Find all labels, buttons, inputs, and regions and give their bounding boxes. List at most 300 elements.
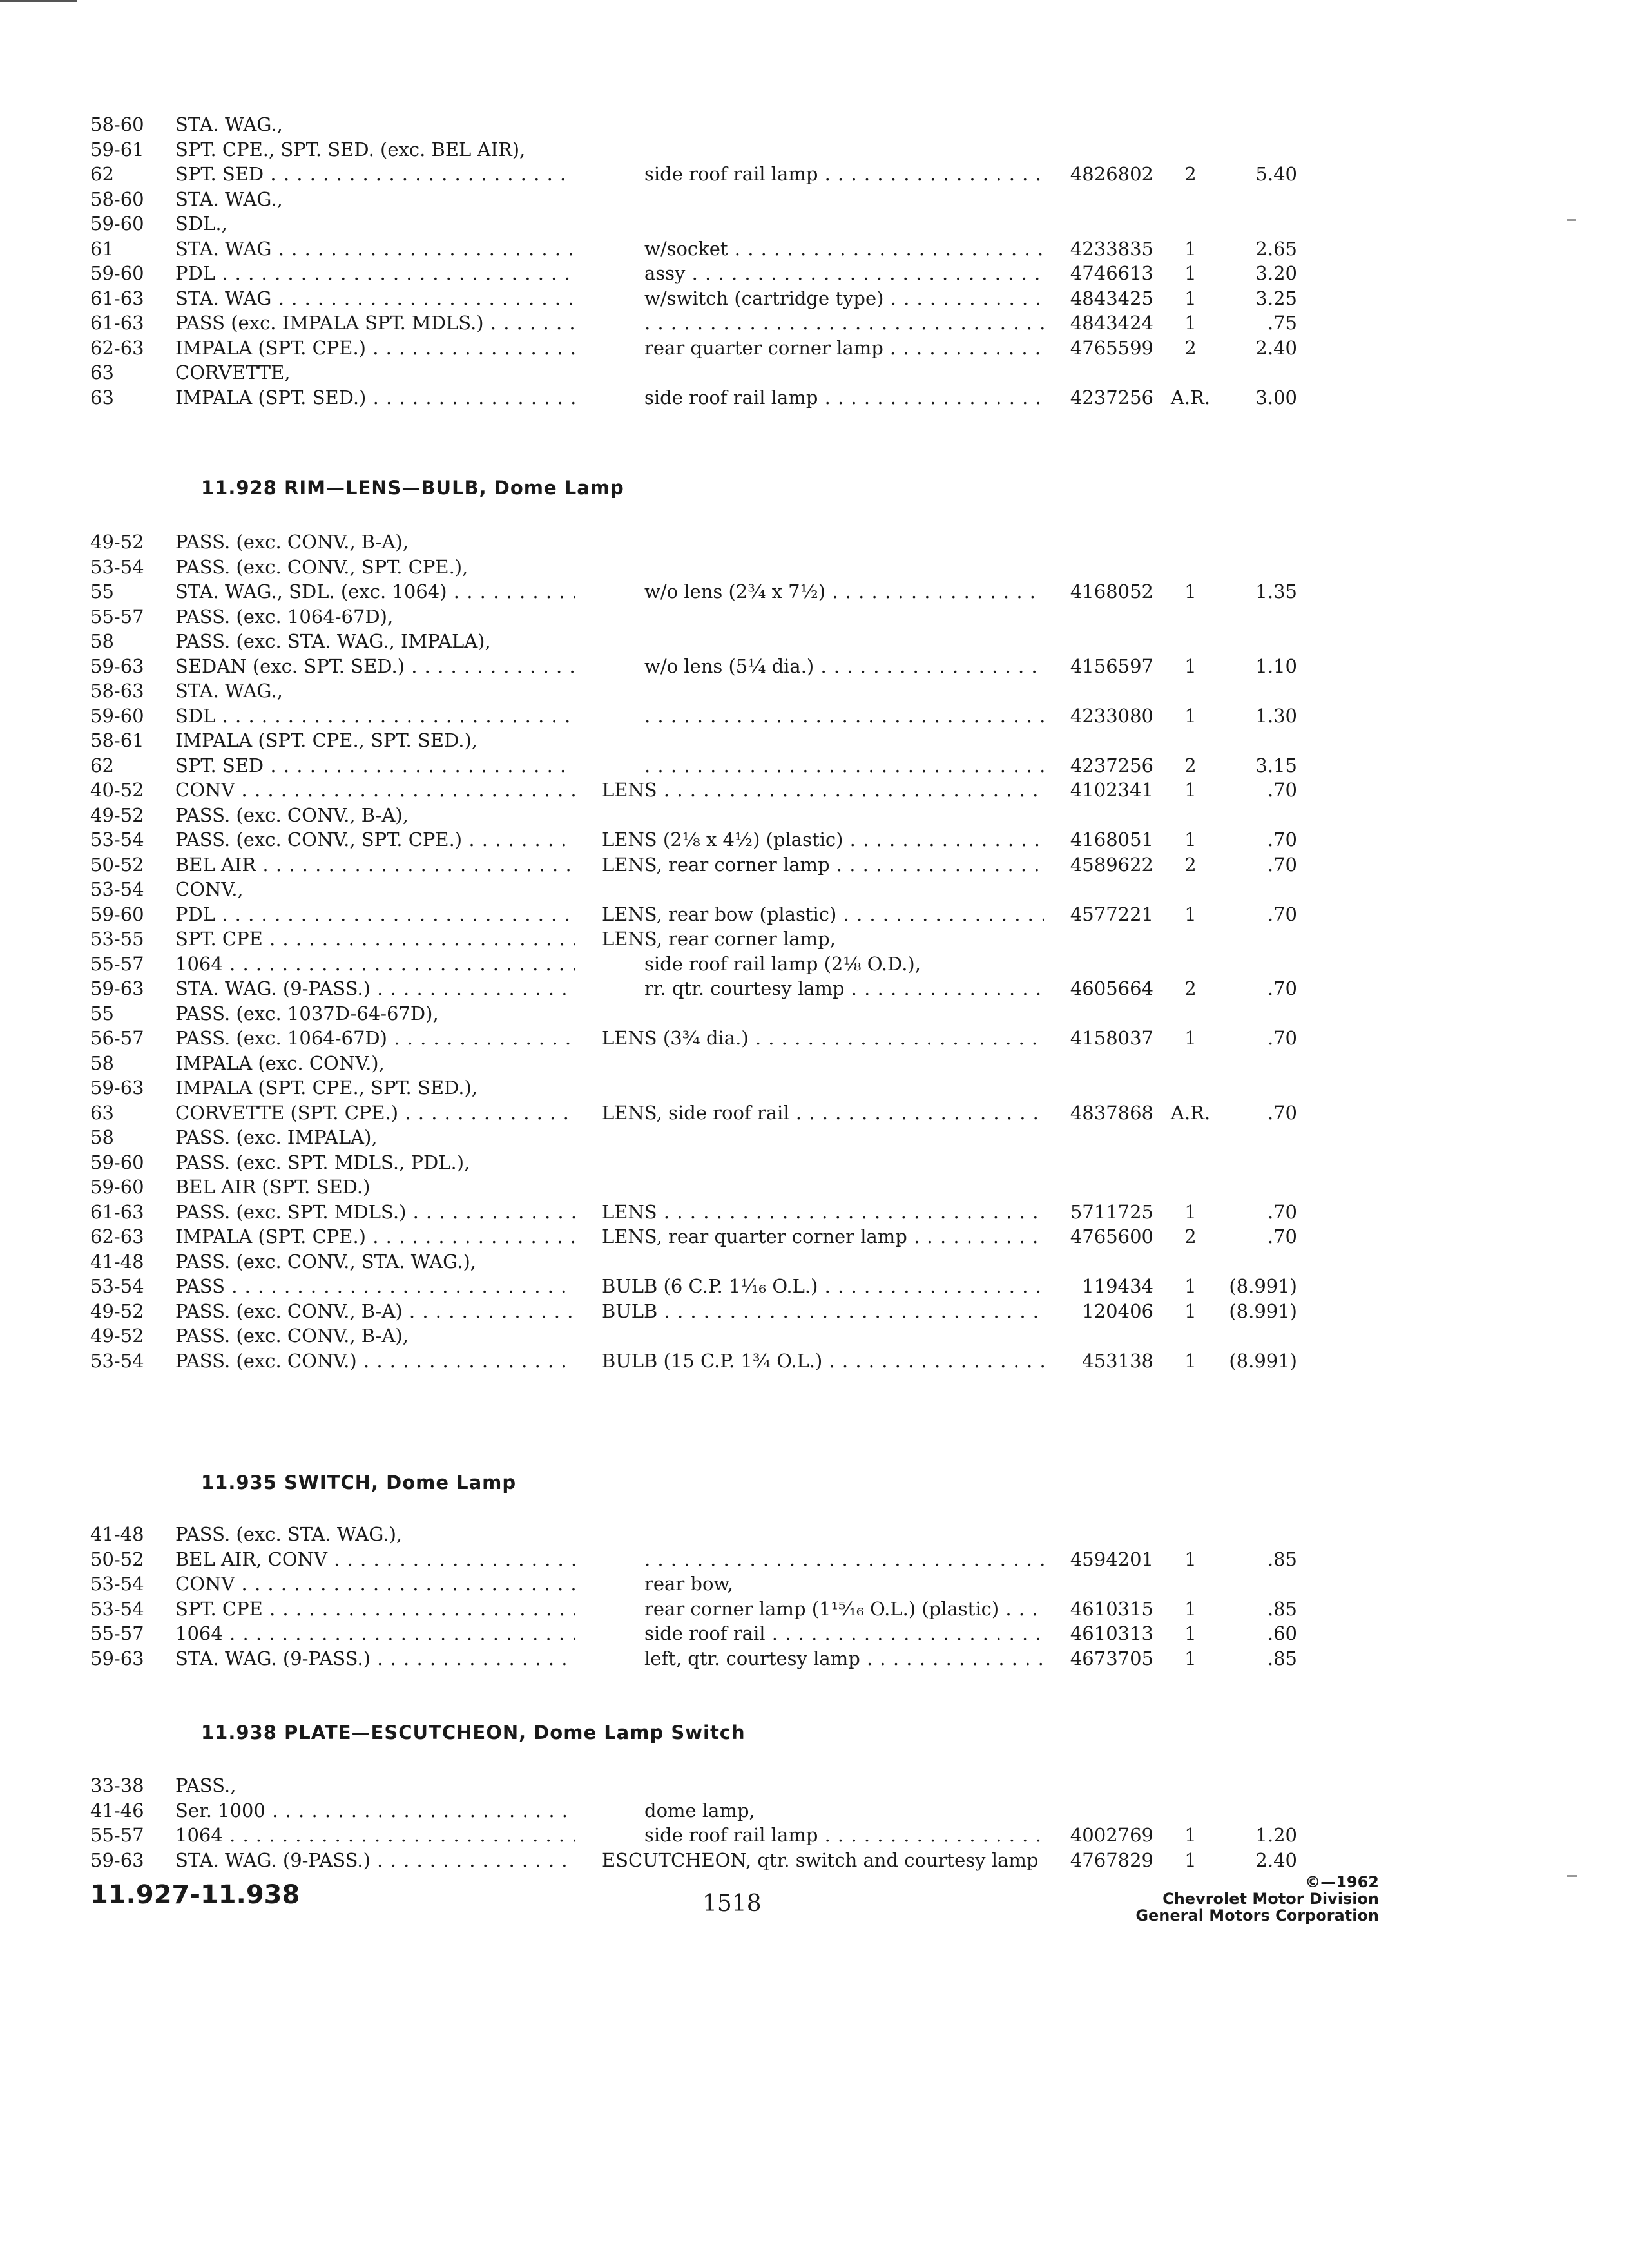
model-name: PASS . . .	[175, 1274, 575, 1299]
table-row	[0, 162, 1629, 187]
table-row	[0, 728, 1629, 753]
quantity: 1	[1184, 1824, 1197, 1846]
table-row	[0, 1349, 1629, 1374]
quantity: 1	[1184, 1647, 1197, 1669]
quantity: 1	[1184, 779, 1197, 801]
table-row	[0, 704, 1629, 729]
year-range: 59-60	[90, 262, 144, 284]
model-name: PASS. (exc. CONV., B-A),	[175, 531, 409, 553]
part-number: 4605664	[1070, 977, 1153, 999]
model-name: PASS (exc. IMPALA SPT. MDLS.) . . .	[175, 311, 575, 336]
year-range: 62-63	[90, 336, 144, 359]
list-price: .70	[1267, 829, 1297, 850]
table-row	[0, 579, 1629, 604]
year-range: 63	[90, 386, 114, 408]
part-number: 4826802	[1070, 163, 1153, 185]
year-range: 55-57	[90, 1622, 144, 1644]
table-row	[0, 1100, 1629, 1126]
model-name: PASS. (exc. SPT. MDLS.) . . .	[175, 1200, 575, 1225]
model-name: SDL.,	[175, 213, 227, 235]
table-row	[0, 1522, 1629, 1547]
model-name: STA. WAG., SDL. (exc. 1064) . . .	[175, 579, 575, 604]
quantity: 2	[1184, 163, 1197, 185]
table-row	[0, 1571, 1629, 1597]
list-price: 1.10	[1255, 655, 1297, 677]
year-range: 59-63	[90, 977, 144, 999]
model-name: SDL . . .	[175, 704, 575, 729]
quantity: 2	[1184, 853, 1197, 876]
list-price: .70	[1267, 1200, 1297, 1223]
part-number: 4594201	[1070, 1548, 1153, 1570]
year-range: 53-54	[90, 878, 144, 900]
part-description: w/switch (cartridge type) . . .	[644, 286, 1044, 311]
table-row	[0, 530, 1629, 555]
part-number: 4843425	[1070, 287, 1153, 309]
table-row	[0, 1597, 1629, 1622]
quantity: 1	[1184, 312, 1197, 334]
table-row	[0, 385, 1629, 410]
year-range: 33-38	[90, 1774, 144, 1796]
model-name: PASS. (exc. IMPALA),	[175, 1126, 378, 1148]
model-name: STA. WAG.,	[175, 113, 283, 135]
year-range: 61-63	[90, 312, 144, 334]
year-range: 63	[90, 1101, 114, 1124]
part-description: BULB (15 C.P. 1¾ O.L.) . . .	[602, 1349, 1044, 1374]
table-row	[0, 654, 1629, 679]
model-name: IMPALA (SPT. CPE.) . . .	[175, 336, 575, 361]
footer-page-id: 11.927-11.938	[90, 1880, 300, 1910]
table-row	[0, 803, 1629, 828]
year-range: 53-54	[90, 1573, 144, 1595]
year-range: 53-54	[90, 555, 144, 578]
table-row	[0, 1249, 1629, 1274]
table-row	[0, 976, 1629, 1001]
part-number: 4002769	[1070, 1824, 1153, 1846]
part-description: w/socket . . .	[644, 236, 1044, 262]
part-description: LENS . . .	[602, 1200, 1044, 1225]
part-description: side roof rail lamp . . .	[644, 162, 1044, 187]
table-row	[0, 1299, 1629, 1324]
list-price: (8.991)	[1229, 1275, 1297, 1297]
part-number: 4837868	[1070, 1101, 1153, 1124]
model-name: SPT. CPE., SPT. SED. (exc. BEL AIR),	[175, 138, 526, 160]
model-name: CORVETTE,	[175, 361, 291, 383]
table-row	[0, 1823, 1629, 1848]
part-description	[644, 311, 1044, 336]
table-row	[0, 852, 1629, 878]
table-row	[0, 236, 1629, 262]
year-range: 49-52	[90, 531, 144, 553]
year-range: 49-52	[90, 803, 144, 826]
year-range: 59-63	[90, 1077, 144, 1099]
section-continued-roof-rail-lamp	[0, 112, 1629, 410]
quantity: 1	[1184, 1275, 1197, 1297]
part-number: 4233080	[1070, 704, 1153, 727]
model-name: 1064 . . .	[175, 1621, 575, 1646]
model-name: Ser. 1000 . . .	[175, 1798, 575, 1823]
list-price: 3.00	[1255, 386, 1297, 408]
model-name: PASS. (exc. STA. WAG., IMPALA),	[175, 630, 491, 652]
model-name: SEDAN (exc. SPT. SED.) . . .	[175, 654, 575, 679]
model-name: SPT. SED . . .	[175, 162, 575, 187]
table-row	[0, 1150, 1629, 1175]
table-row	[0, 629, 1629, 654]
list-price: 1.20	[1255, 1824, 1297, 1846]
table-row	[0, 678, 1629, 704]
part-description: BULB . . .	[602, 1299, 1044, 1324]
table-row	[0, 753, 1629, 778]
model-name: CONV . . .	[175, 1571, 575, 1597]
list-price: .70	[1267, 977, 1297, 999]
section-rim-lens-bulb	[0, 530, 1629, 1373]
year-range: 58-61	[90, 729, 144, 751]
model-name: PDL . . .	[175, 261, 575, 286]
part-description: left, qtr. courtesy lamp . . .	[644, 1646, 1044, 1671]
year-range: 50-52	[90, 1548, 144, 1570]
model-name: PASS.,	[175, 1774, 236, 1796]
part-description: side roof rail lamp . . .	[644, 1823, 1044, 1848]
part-number: 4610315	[1070, 1597, 1153, 1620]
part-number: 4168052	[1070, 581, 1153, 602]
part-description: LENS, side roof rail . . .	[602, 1100, 1044, 1126]
table-row	[0, 1323, 1629, 1349]
part-number: 4765600	[1070, 1225, 1153, 1247]
year-range: 59-60	[90, 1176, 144, 1198]
part-description: LENS, rear quarter corner lamp . . .	[602, 1224, 1044, 1249]
table-row	[0, 211, 1629, 236]
part-number: 120406	[1082, 1300, 1153, 1322]
year-range: 62	[90, 163, 114, 185]
quantity: 1	[1184, 287, 1197, 309]
table-row	[0, 1547, 1629, 1572]
year-range: 41-46	[90, 1799, 144, 1821]
list-price: 2.65	[1255, 237, 1297, 260]
quantity: 1	[1184, 1200, 1197, 1223]
table-row	[0, 1621, 1629, 1646]
part-number: 4237256	[1070, 386, 1153, 408]
part-description: dome lamp,	[644, 1799, 755, 1821]
part-description: side roof rail . . .	[644, 1621, 1044, 1646]
scan-corner-mark	[0, 0, 77, 2]
list-price: 2.40	[1255, 1849, 1297, 1871]
model-name: PASS. (exc. CONV., STA. WAG.),	[175, 1250, 476, 1273]
table-row	[0, 1125, 1629, 1150]
year-range: 53-54	[90, 829, 144, 850]
table-row	[0, 877, 1629, 902]
part-description: BULB (6 C.P. 1⅟₁₆ O.L.) . . .	[602, 1274, 1044, 1299]
year-range: 56-57	[90, 1027, 144, 1049]
table-row	[0, 1075, 1629, 1100]
model-name: PASS. (exc. CONV., B-A),	[175, 1325, 409, 1347]
model-name: CORVETTE (SPT. CPE.) . . .	[175, 1100, 575, 1126]
list-price: .70	[1267, 853, 1297, 876]
scan-edge-mark	[1567, 1875, 1577, 1877]
part-description: w/o lens (5¼ dia.) . . .	[644, 654, 1044, 679]
model-name: IMPALA (SPT. CPE.) . . .	[175, 1224, 575, 1249]
table-row	[0, 286, 1629, 311]
part-number: 453138	[1082, 1349, 1153, 1372]
part-description: LENS, rear corner lamp,	[602, 928, 836, 950]
year-range: 58	[90, 630, 114, 652]
year-range: 58-60	[90, 187, 144, 210]
list-price: .75	[1267, 312, 1297, 334]
quantity: 2	[1184, 1225, 1197, 1247]
part-description: rr. qtr. courtesy lamp . . .	[644, 976, 1044, 1001]
quantity: 1	[1184, 1597, 1197, 1620]
year-range: 59-63	[90, 1647, 144, 1669]
table-row	[0, 1001, 1629, 1026]
model-name: SPT. SED . . .	[175, 753, 575, 778]
year-range: 53-54	[90, 1349, 144, 1372]
model-name: PASS. (exc. CONV., B-A),	[175, 803, 409, 826]
part-description	[644, 1547, 1044, 1572]
part-description: LENS (2⅛ x 4½) (plastic) . . .	[602, 827, 1044, 852]
part-description: LENS, rear bow (plastic) . . .	[602, 902, 1044, 927]
part-description	[644, 704, 1044, 729]
year-range: 61	[90, 237, 114, 260]
list-price: 3.20	[1255, 262, 1297, 284]
quantity: A.R.	[1170, 1101, 1211, 1124]
section-title-switch-dome-lamp: 11.935 SWITCH, Dome Lamp	[201, 1472, 517, 1494]
table-row	[0, 952, 1629, 977]
quantity: 2	[1184, 336, 1197, 359]
table-row	[0, 778, 1629, 803]
model-name: BEL AIR, CONV . . .	[175, 1547, 575, 1572]
model-name: PASS. (exc. CONV., SPT. CPE.),	[175, 555, 468, 578]
model-name: IMPALA (SPT. CPE., SPT. SED.),	[175, 1077, 477, 1099]
part-number: 5711725	[1070, 1200, 1153, 1223]
year-range: 58-60	[90, 113, 144, 135]
table-row	[0, 1026, 1629, 1051]
quantity: 1	[1184, 655, 1197, 677]
list-price: .85	[1267, 1597, 1297, 1620]
copyright-line: ©—1962	[1305, 1873, 1379, 1891]
year-range: 40-52	[90, 779, 144, 801]
table-row	[0, 902, 1629, 927]
part-description: w/o lens (2¾ x 7½) . . .	[644, 579, 1044, 604]
model-name: STA. WAG. (9-PASS.) . . .	[175, 1646, 575, 1671]
table-row	[0, 1051, 1629, 1076]
model-name: CONV.,	[175, 878, 244, 900]
part-number: 4746613	[1070, 262, 1153, 284]
list-price: .70	[1267, 1101, 1297, 1124]
year-range: 55-57	[90, 952, 144, 975]
quantity: 1	[1184, 1548, 1197, 1570]
year-range: 58-63	[90, 680, 144, 702]
part-number: 4156597	[1070, 655, 1153, 677]
year-range: 41-48	[90, 1250, 144, 1273]
model-name: SPT. CPE . . .	[175, 927, 575, 952]
year-range: 50-52	[90, 853, 144, 876]
year-range: 59-60	[90, 704, 144, 727]
quantity: 1	[1184, 1349, 1197, 1372]
year-range: 55	[90, 581, 114, 602]
list-price: .85	[1267, 1647, 1297, 1669]
list-price: 3.25	[1255, 287, 1297, 309]
model-name: PASS. (exc. 1037D-64-67D),	[175, 1002, 439, 1024]
year-range: 58	[90, 1126, 114, 1148]
part-number: 4765599	[1070, 336, 1153, 359]
model-name: IMPALA (SPT. SED.) . . .	[175, 385, 575, 410]
list-price: (8.991)	[1229, 1300, 1297, 1322]
table-row	[0, 311, 1629, 336]
quantity: 1	[1184, 829, 1197, 850]
year-range: 63	[90, 361, 114, 383]
year-range: 59-61	[90, 138, 144, 160]
table-row	[0, 827, 1629, 852]
part-number: 4843424	[1070, 312, 1153, 334]
table-row	[0, 1200, 1629, 1225]
model-name: STA. WAG . . .	[175, 236, 575, 262]
list-price: 2.40	[1255, 336, 1297, 359]
part-number: 4577221	[1070, 903, 1153, 925]
year-range: 59-60	[90, 903, 144, 925]
footer-page-number: 1518	[702, 1890, 762, 1917]
table-row	[0, 336, 1629, 361]
quantity: 1	[1184, 1849, 1197, 1871]
table-row	[0, 1224, 1629, 1249]
part-description: side roof rail lamp . . .	[644, 385, 1044, 410]
model-name: 1064 . . .	[175, 952, 575, 977]
year-range: 41-48	[90, 1523, 144, 1545]
table-row	[0, 187, 1629, 212]
list-price: 5.40	[1255, 163, 1297, 185]
year-range: 62	[90, 754, 114, 776]
part-number: 4233835	[1070, 237, 1153, 260]
part-number: 4589622	[1070, 853, 1153, 876]
model-name: SPT. CPE . . .	[175, 1597, 575, 1622]
model-name: STA. WAG.,	[175, 680, 283, 702]
quantity: 1	[1184, 237, 1197, 260]
list-price: .70	[1267, 903, 1297, 925]
part-description: assy . . .	[644, 261, 1044, 286]
table-row	[0, 137, 1629, 162]
footer-copyright-block	[1095, 1874, 1379, 1924]
list-price: 3.15	[1255, 754, 1297, 776]
model-name: STA. WAG.,	[175, 187, 283, 210]
year-range: 59-60	[90, 1151, 144, 1173]
model-name: IMPALA (exc. CONV.),	[175, 1052, 385, 1074]
part-description: rear corner lamp (1¹⁵⁄₁₆ O.L.) (plastic) . . .	[644, 1597, 1044, 1622]
division-line: Chevrolet Motor Division	[1162, 1890, 1379, 1908]
part-number: 4168051	[1070, 829, 1153, 850]
year-range: 59-60	[90, 213, 144, 235]
model-name: PDL . . .	[175, 902, 575, 927]
part-description: LENS . . .	[602, 778, 1044, 803]
year-range: 61-63	[90, 287, 144, 309]
list-price: .70	[1267, 779, 1297, 801]
list-price: 1.30	[1255, 704, 1297, 727]
quantity: 2	[1184, 977, 1197, 999]
quantity: 1	[1184, 581, 1197, 602]
year-range: 53-55	[90, 928, 144, 950]
quantity: 1	[1184, 1300, 1197, 1322]
list-price: 1.35	[1255, 581, 1297, 602]
year-range: 55-57	[90, 605, 144, 628]
part-number: 4610313	[1070, 1622, 1153, 1644]
part-description: rear bow,	[644, 1573, 734, 1595]
year-range: 49-52	[90, 1325, 144, 1347]
part-description: LENS (3¾ dia.) . . .	[602, 1026, 1044, 1051]
model-name: PASS. (exc. 1064-67D),	[175, 605, 394, 628]
year-range: 61-63	[90, 1200, 144, 1223]
list-price: (8.991)	[1229, 1349, 1297, 1372]
model-name: PASS. (exc. CONV.) . . .	[175, 1349, 575, 1374]
table-row	[0, 1274, 1629, 1299]
part-number: 4673705	[1070, 1647, 1153, 1669]
quantity: 1	[1184, 1027, 1197, 1049]
year-range: 49-52	[90, 1300, 144, 1322]
model-name: STA. WAG. (9-PASS.) . . .	[175, 976, 575, 1001]
quantity: 1	[1184, 262, 1197, 284]
table-row	[0, 261, 1629, 286]
part-number: 119434	[1082, 1275, 1153, 1297]
model-name: BEL AIR (SPT. SED.)	[175, 1176, 371, 1198]
table-row	[0, 1798, 1629, 1823]
section-title-plate-escutcheon: 11.938 PLATE—ESCUTCHEON, Dome Lamp Switch	[201, 1722, 746, 1744]
model-name: STA. WAG . . .	[175, 286, 575, 311]
year-range: 59-63	[90, 655, 144, 677]
table-row	[0, 360, 1629, 385]
model-name: PASS. (exc. STA. WAG.),	[175, 1523, 403, 1545]
part-number: 4237256	[1070, 754, 1153, 776]
part-number: 4158037	[1070, 1027, 1153, 1049]
part-description: LENS, rear corner lamp . . .	[602, 852, 1044, 878]
table-row	[0, 1848, 1629, 1873]
list-price: .70	[1267, 1027, 1297, 1049]
year-range: 55	[90, 1002, 114, 1024]
table-row	[0, 555, 1629, 580]
year-range: 55-57	[90, 1824, 144, 1846]
part-description: side roof rail lamp (2⅛ O.D.),	[644, 952, 921, 975]
quantity: 1	[1184, 903, 1197, 925]
model-name: CONV . . .	[175, 778, 575, 803]
table-row	[0, 604, 1629, 629]
quantity: 1	[1184, 1622, 1197, 1644]
year-range: 62-63	[90, 1225, 144, 1247]
year-range: 58	[90, 1052, 114, 1074]
corporation-line: General Motors Corporation	[1135, 1907, 1379, 1925]
table-row	[0, 112, 1629, 137]
table-row	[0, 1646, 1629, 1671]
list-price: .85	[1267, 1548, 1297, 1570]
table-row	[0, 927, 1629, 952]
part-description: ESCUTCHEON, qtr. switch and courtesy lamp	[602, 1849, 1039, 1871]
part-number: 4102341	[1070, 779, 1153, 801]
model-name: PASS. (exc. 1064-67D) . . .	[175, 1026, 575, 1051]
year-range: 53-54	[90, 1597, 144, 1620]
model-name: PASS. (exc. CONV., B-A) . . .	[175, 1299, 575, 1324]
table-row	[0, 1175, 1629, 1200]
section-plate-escutcheon	[0, 1773, 1629, 1872]
year-range: 53-54	[90, 1275, 144, 1297]
model-name: 1064 . . .	[175, 1823, 575, 1848]
model-name: IMPALA (SPT. CPE., SPT. SED.),	[175, 729, 477, 751]
part-description	[644, 753, 1044, 778]
quantity: 2	[1184, 754, 1197, 776]
quantity: 1	[1184, 704, 1197, 727]
model-name: PASS. (exc. CONV., SPT. CPE.) . . .	[175, 827, 575, 852]
table-row	[0, 1773, 1629, 1798]
model-name: STA. WAG. (9-PASS.) . . .	[175, 1848, 575, 1873]
part-description: rear quarter corner lamp . . .	[644, 336, 1044, 361]
list-price: .60	[1267, 1622, 1297, 1644]
model-name: PASS. (exc. SPT. MDLS., PDL.),	[175, 1151, 470, 1173]
part-number: 4767829	[1070, 1849, 1153, 1871]
list-price: .70	[1267, 1225, 1297, 1247]
section-switch-dome-lamp	[0, 1522, 1629, 1671]
section-title-rim-lens-bulb: 11.928 RIM—LENS—BULB, Dome Lamp	[201, 477, 624, 499]
